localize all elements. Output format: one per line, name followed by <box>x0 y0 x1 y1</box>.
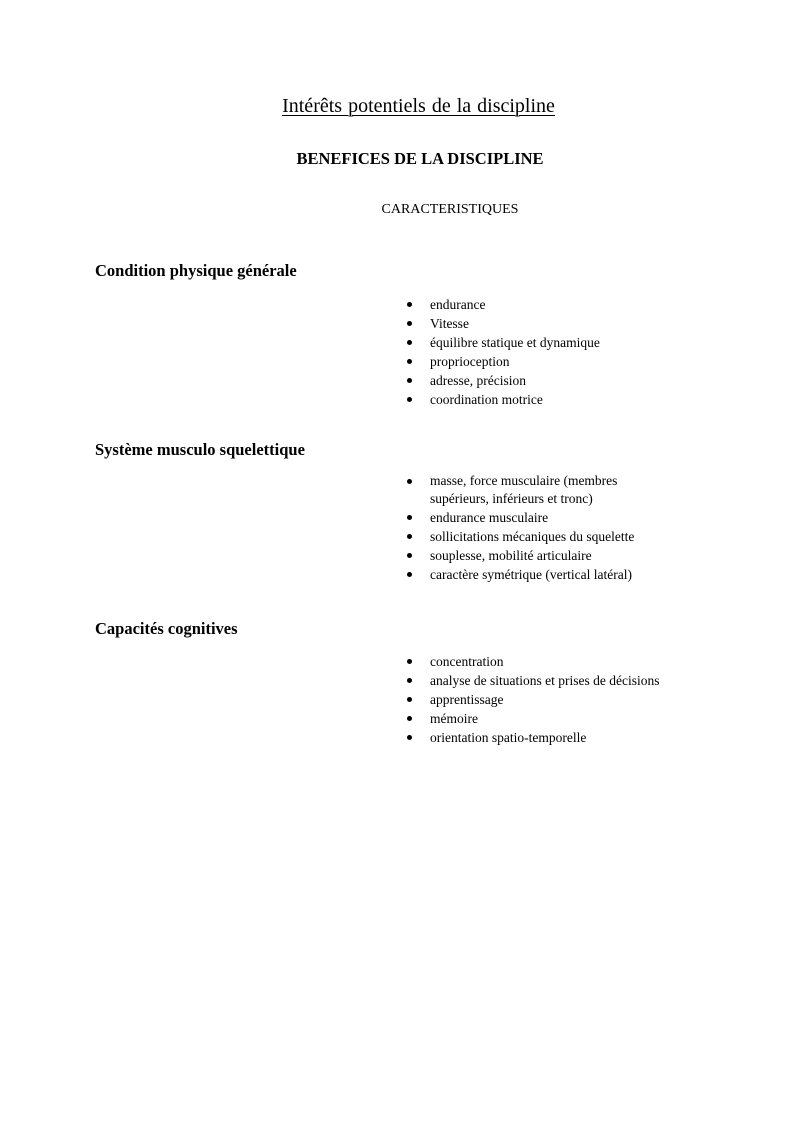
list-item: proprioception <box>405 352 705 371</box>
bullet-icon <box>407 716 412 721</box>
bullet-icon <box>407 397 412 402</box>
list-item: mémoire <box>405 709 705 728</box>
bullet-icon <box>407 515 412 520</box>
column-header: CARACTERISTIQUES <box>381 202 519 217</box>
section-systeme-musculo <box>95 439 715 582</box>
bullet-icon <box>407 378 412 383</box>
bullet-list <box>405 652 705 747</box>
list-item: orientation spatio-temporelle <box>405 728 705 747</box>
section-heading: Condition physique générale <box>95 261 297 280</box>
section-heading: Système musculo squelettique <box>95 440 305 459</box>
page-subtitle: BENEFICES DE LA DISCIPLINE <box>296 149 544 168</box>
bullet-icon <box>407 572 412 577</box>
list-item: sollicitations mécaniques du squelette <box>405 527 730 546</box>
bullet-icon <box>407 321 412 326</box>
bullet-icon <box>407 735 412 740</box>
bullet-icon <box>407 302 412 307</box>
list-item: caractère symétrique (vertical latéral) <box>405 565 730 584</box>
bullet-list <box>405 295 705 409</box>
list-item: coordination motrice <box>405 390 705 409</box>
section-capacites-cognitives <box>95 618 715 745</box>
bullet-icon <box>407 553 412 558</box>
list-item: apprentissage <box>405 690 705 709</box>
section-heading: Capacités cognitives <box>95 619 238 638</box>
bullet-list <box>405 472 650 584</box>
bullet-icon <box>407 479 412 484</box>
list-item: concentration <box>405 652 705 671</box>
bullet-icon <box>407 697 412 702</box>
bullet-icon <box>407 359 412 364</box>
list-item: endurance <box>405 295 705 314</box>
page-title: Intérêts potentiels de la discipline <box>282 95 555 117</box>
bullet-icon <box>407 340 412 345</box>
bullet-icon <box>407 659 412 664</box>
list-item: analyse de situations et prises de décisions <box>405 671 705 690</box>
list-item: endurance musculaire <box>405 508 730 527</box>
list-item: équilibre statique et dynamique <box>405 333 705 352</box>
bullet-icon <box>407 678 412 683</box>
section-condition-physique <box>95 260 715 407</box>
list-item: Vitesse <box>405 314 705 333</box>
list-item: masse, force musculaire (membres supérieurs, inférieurs et tronc) <box>405 472 650 508</box>
list-item: adresse, précision <box>405 371 705 390</box>
list-item: souplesse, mobilité articulaire <box>405 546 730 565</box>
bullet-icon <box>407 534 412 539</box>
